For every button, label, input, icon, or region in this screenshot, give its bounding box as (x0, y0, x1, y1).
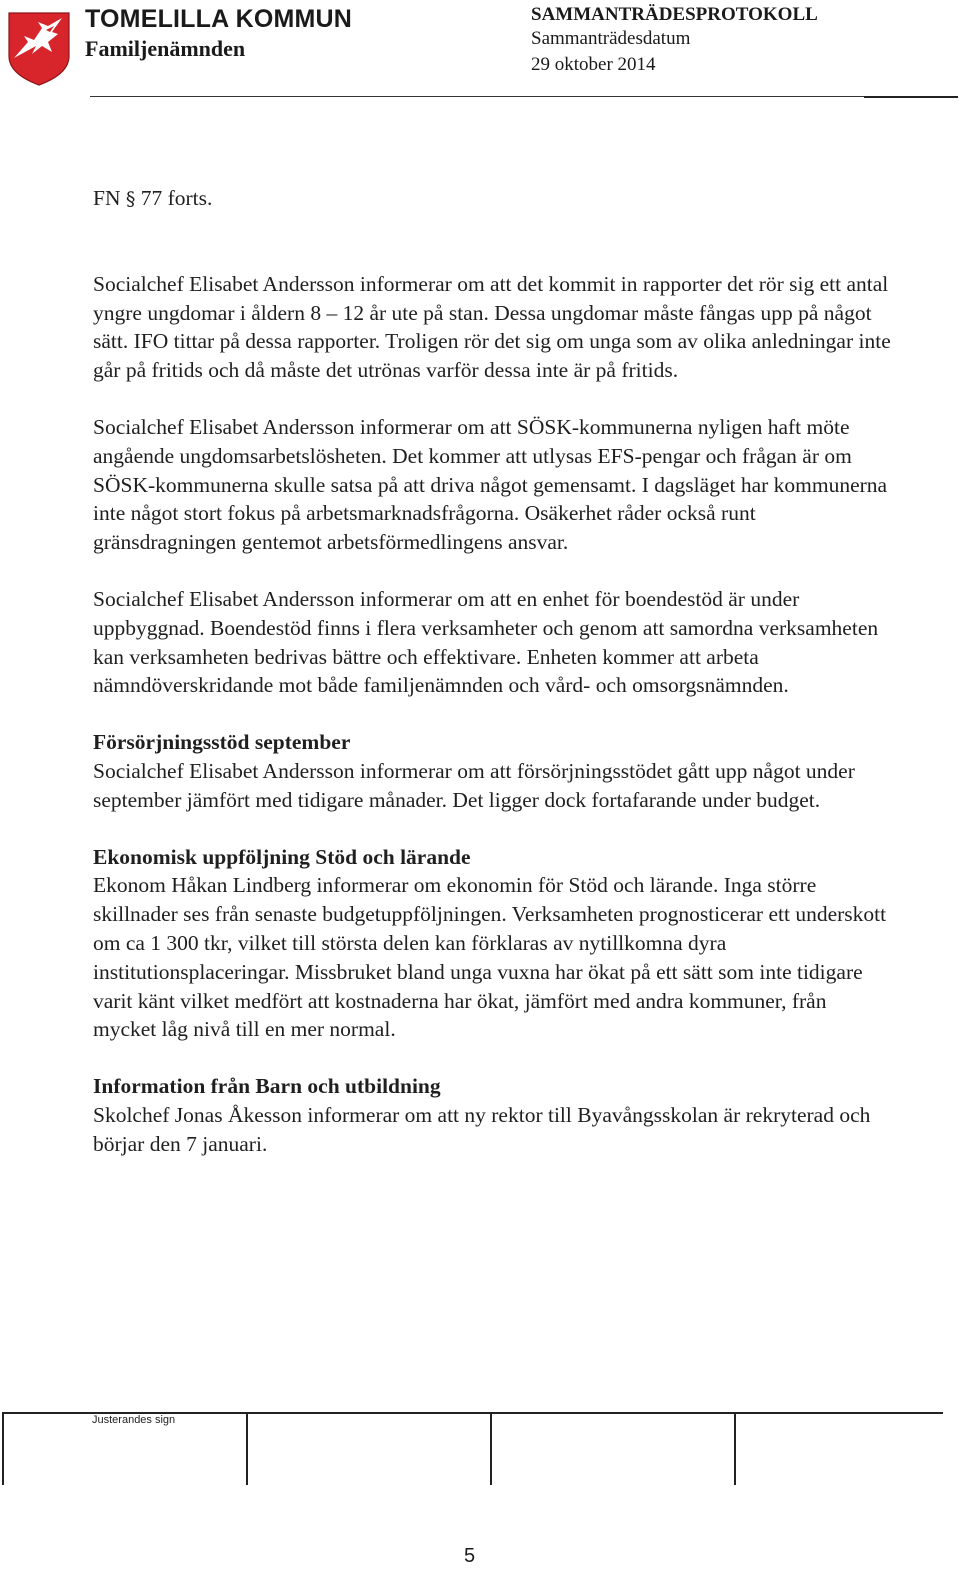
heading-economic-followup: Ekonomisk uppföljning Stöd och lärande (93, 844, 471, 869)
organization-name: TOMELILLA KOMMUN (85, 5, 353, 33)
paragraph-youth-reports: Socialchef Elisabet Andersson informerar om att det kommit in rapporter det rör sig ett antal yngre ungdomar i åldern 8 – 12 år ute på stan. Dessa ungdomar måste fångas upp på något sätt. IFO tittar på dessa rapporter. Troligen rör det sig om unga som av olika anledningar inte går på fritids och då måste det utrönas varför dessa inte är på fritids. (93, 271, 891, 383)
header-divider (90, 96, 864, 97)
document-header (0, 0, 960, 100)
document-type: SAMMANTRÄDESPROTOKOLL (531, 4, 818, 25)
meeting-date-value: 29 oktober 2014 (531, 54, 656, 75)
paragraph-income-support: Socialchef Elisabet Andersson informerar om att försörjningsstödet gått upp något under september jämfört med tidigare månader. Det ligger dock fortafarande under budget. (93, 758, 855, 812)
section-sign: § (125, 188, 136, 210)
paragraph-education-info: Skolchef Jonas Åkesson informerar om att ny rektor till Byavångsskolan är rekryterad och börjar den 7 januari. (93, 1102, 871, 1156)
signature-cell (490, 1414, 492, 1485)
signature-label: Justerandes sign (92, 1414, 176, 1426)
paragraph-housing-support: Socialchef Elisabet Andersson informerar om att en enhet för boendestöd är under uppbyggnad. Boendestöd finns i flera verksamheter och genom att samordna verksamheten kan verksamheten bedrivas bättre och effektivare. Enheten kommer att arbeta nämndöverskridande mot både familjenämnden och vård- och omsorgsnämnden. (93, 586, 879, 698)
page-number: 5 (464, 1545, 476, 1567)
paragraph-economic-followup: Ekonom Håkan Lindberg informerar om ekonomin för Stöd och lärande. Inga större skillnader ses från senaste budgetuppföljningen. Verksamheten prognosticerar ett underskott om ca 1 300 tkr, vilket till största delen kan förklaras av nytillkomna dyra institutionsplaceringar. Missbruket bland unga vuxna har ökat på ett sätt som inte tidigare varit känt vilket medfört att kostnaderna har ökat, jämfört med andra kommuner, från mycket låg nivå till en mer normal. (93, 873, 887, 1042)
section-suffix: 77 forts. (140, 186, 213, 210)
header-divider-accent (864, 96, 958, 98)
department-name: Familjenämnden (85, 36, 246, 61)
municipal-crest-icon (8, 12, 70, 86)
document-body (93, 184, 893, 1159)
heading-education-info: Information från Barn och utbildning (93, 1074, 441, 1099)
signature-cell (734, 1414, 736, 1485)
paragraph-sosk-meeting: Socialchef Elisabet Andersson informerar om att SÖSK-kommunerna nyligen haft möte angående ungdomsarbetslösheten. Det kommer att utlysas EFS-pengar och frågan är om SÖSK-kommunerna skulle satsa på att driva något gemensamt. I dagsläget har kommunerna inte något stort fokus på arbetsmarknadsfrågorna. Osäkerhet råder också runt gränsdragningen gentemot arbetsförmedlingens ansvar. (93, 414, 888, 555)
heading-income-support: Försörjningsstöd september (93, 730, 351, 755)
section-reference (93, 184, 893, 214)
section-prefix: FN (93, 186, 121, 210)
signature-cell (246, 1414, 248, 1485)
meeting-date-label: Sammanträdesdatum (531, 28, 691, 49)
signature-cell (2, 1414, 4, 1485)
